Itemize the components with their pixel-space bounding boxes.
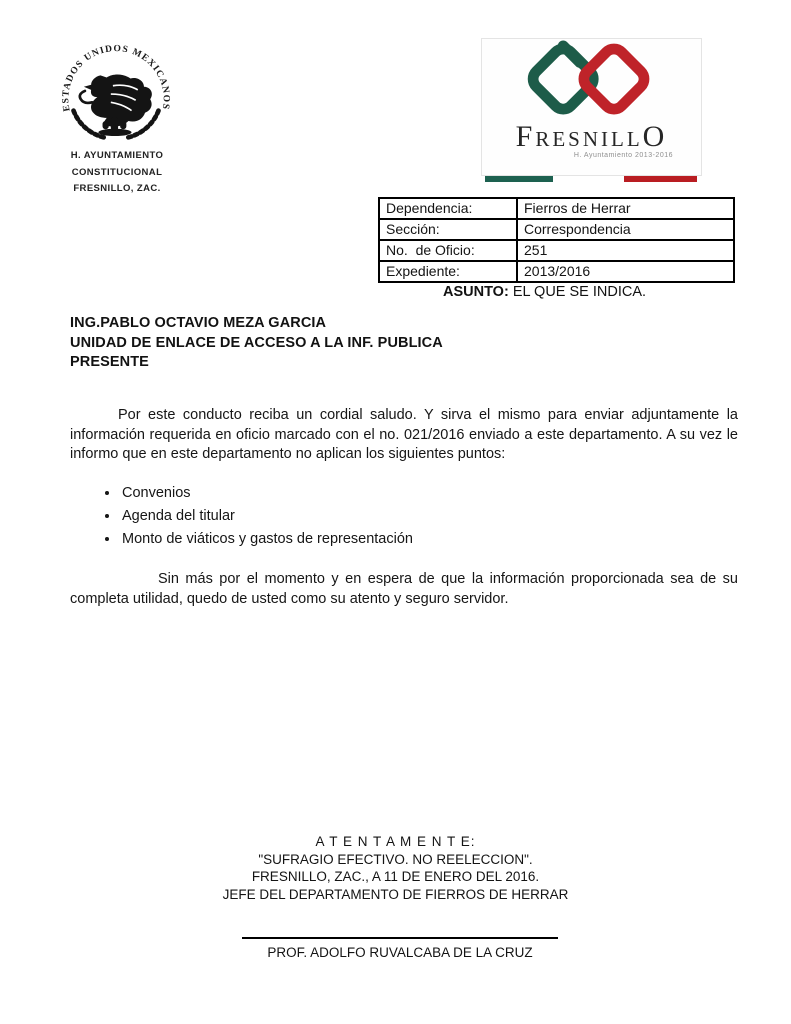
row-value: 2013/2016 — [517, 261, 734, 282]
closing-place-date: FRESNILLO, ZAC., A 11 DE ENERO DEL 2016. — [251, 869, 540, 884]
row-label: Sección: — [379, 219, 517, 240]
row-value: Correspondencia — [517, 219, 734, 240]
municipality-line-3: FRESNILLO, ZAC. — [73, 183, 161, 194]
signatory-name: PROF. ADOLFO RUVALCABA DE LA CRUZ — [267, 945, 533, 960]
list-item: • Agenda del titular — [120, 505, 413, 528]
body-paragraph-1: Por este conducto reciba un cordial saludo. Y sirva el mismo para enviar adjuntamente la información requerida en oficio marcado con el no. 021/2016 enviado a este departamento. A su vez le informo que en este departamento no aplican los siguientes puntos: — [70, 407, 738, 462]
wordmark-initial: F — [515, 120, 536, 153]
fresnillo-diamonds-icon — [482, 39, 701, 121]
row-label: No. de Oficio: — [379, 240, 517, 261]
signature-block — [0, 926, 791, 961]
logo-tagline: H. Ayuntamiento 2013-2016 — [573, 152, 673, 159]
wordmark-middle: RESNILL — [535, 127, 643, 151]
table-row-seccion — [379, 219, 734, 240]
list-item: • Convenios — [120, 482, 413, 505]
list-item: • Monto de viáticos y gastos de representación — [120, 528, 413, 551]
closing-title: JEFE DEL DEPARTAMENTO DE FIERROS DE HERRAR — [222, 886, 569, 902]
closing-block — [0, 833, 791, 903]
mexican-coat-of-arms-icon — [58, 36, 174, 150]
municipality-line-1: H. AYUNTAMIENTO — [70, 150, 164, 161]
table-row-no-oficio — [379, 240, 734, 261]
subject-value: EL QUE SE INDICA. — [508, 284, 647, 300]
green-divider-bar — [485, 176, 553, 182]
row-label: Dependencia: — [379, 198, 517, 219]
eagle-emblem-icon — [58, 36, 174, 150]
reference-table — [378, 197, 735, 283]
snake — [80, 91, 92, 103]
municipality-line-2: CONSTITUCIONAL — [71, 166, 163, 178]
subject-line — [443, 284, 646, 300]
fresnillo-logo — [481, 38, 702, 176]
row-value: Fierros de Herrar — [517, 198, 734, 219]
recipient-presente: PRESENTE — [70, 354, 149, 370]
closing-sufragio: "SUFRAGIO EFECTIVO. NO REELECCION". — [258, 851, 533, 867]
exclusion-list — [98, 482, 413, 551]
row-value: 251 — [517, 240, 734, 261]
row-label: Expediente: — [379, 261, 517, 282]
recipient-block — [70, 314, 443, 373]
subject-label: ASUNTO: — [443, 284, 509, 300]
municipality-name — [38, 148, 196, 198]
table-row-dependencia — [379, 198, 734, 219]
body-paragraph-2: Sin más por el momento y en espera de que la información proporcionada sea de su completa utilidad, quedo de usted como su atento y seguro servidor. — [70, 571, 738, 607]
wordmark-final: O — [642, 120, 668, 153]
fresnillo-wordmark — [482, 120, 701, 155]
signature-line — [242, 937, 558, 939]
coat-circular-text: ESTADOS UNIDOS MEXICANOS — [61, 43, 171, 113]
red-divider-bar — [624, 176, 697, 182]
recipient-office: UNIDAD DE ENLACE DE ACCESO A LA INF. PUBLICA — [70, 334, 443, 351]
table-row-expediente — [379, 261, 734, 282]
closing-atentamente: A T E N T A M E N T E: — [315, 834, 476, 849]
recipient-name: ING.PABLO OCTAVIO MEZA GARCIA — [70, 315, 327, 331]
eagle-body — [84, 74, 152, 126]
